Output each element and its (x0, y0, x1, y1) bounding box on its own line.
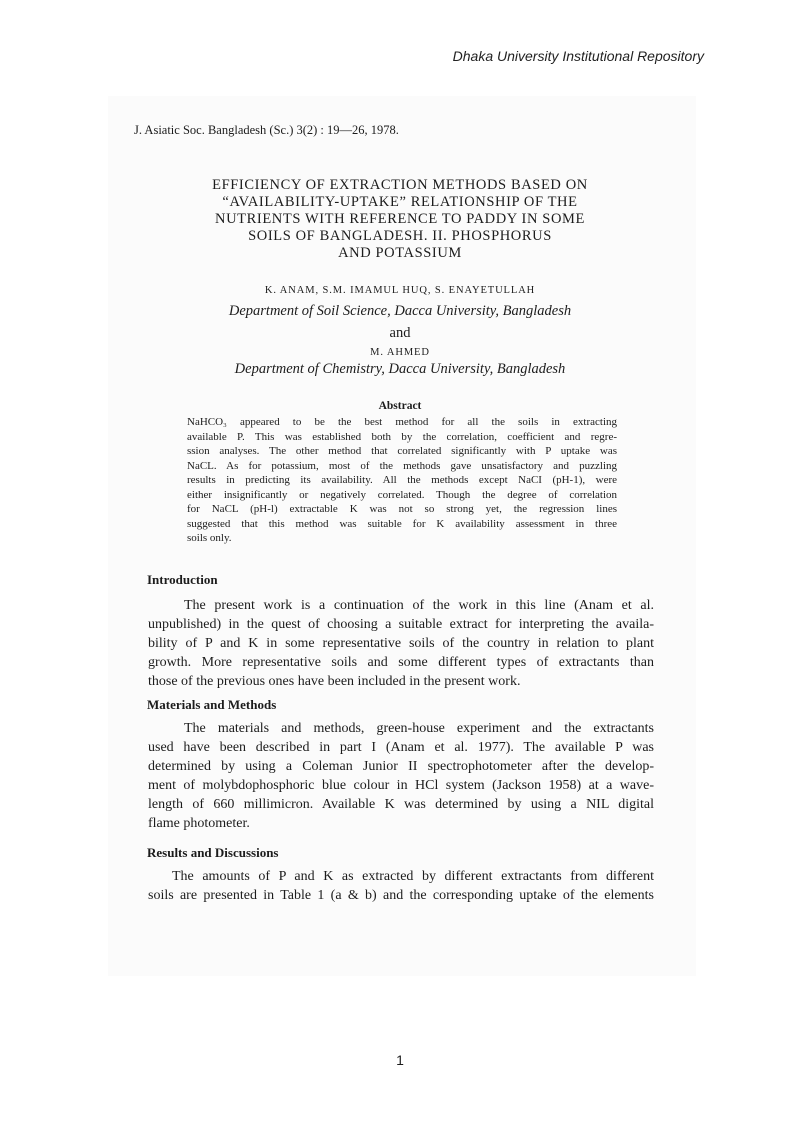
title-line: NUTRIENTS WITH REFERENCE TO PADDY IN SOME (215, 211, 585, 227)
abstract-line: results in predicting its availability. All the methods except NaCI (pH-1), were (187, 474, 617, 486)
abstract-line: suggested that this method was suitable for K availability assessment in three (187, 517, 617, 530)
paragraph-line: those of the previous ones have been included in the present work. (148, 674, 521, 689)
paragraph-line: used have been described in part I (Anam et al. 1977). The available P was (148, 740, 654, 755)
title-line: “AVAILABILITY-UPTAKE” RELATIONSHIP OF THE (222, 194, 578, 210)
paragraph-line: ment of molybdophosphoric blue colour in HCl system (Jackson 1958) at a wave- (148, 778, 654, 793)
paragraph-line: growth. More representative soils and some different types of extractants than (148, 655, 654, 670)
and-conjunction: and (389, 325, 411, 341)
title-line: SOILS OF BANGLADESH. II. PHOSPHORUS (248, 228, 552, 244)
page-number: 1 (396, 1052, 404, 1068)
paragraph-line: flame photometer. (148, 816, 250, 831)
abstract-line: NaCL. As for potassium, most of the methods gave unsatisfactory and puzzling (187, 459, 617, 472)
title-line: AND POTASSIUM (338, 245, 462, 261)
introduction-heading: Introduction (147, 572, 218, 587)
results-paragraph (148, 867, 654, 905)
abstract-line: available P. This was established both by the correlation, coefficient and regre- (187, 430, 617, 443)
abstract-heading: Abstract (378, 400, 422, 412)
materials-heading: Materials and Methods (147, 697, 277, 712)
abstract-line: NaHCO₃ appeared to be the best method for all the soils in extracting (187, 416, 617, 428)
paragraph-line: unpublished) in the quest of choosing a suitable extract for interpreting the availa- (148, 617, 654, 632)
title-line: EFFICIENCY OF EXTRACTION METHODS BASED ON (212, 177, 588, 193)
abstract-line: either insignificantly or negatively correlated. Though the degree of correlation (187, 488, 617, 501)
paragraph-line: bility of P and K in some representative soils of the country in relation to plant (148, 636, 654, 651)
paper-title (150, 177, 650, 262)
second-author: M. AHMED (370, 347, 430, 358)
materials-paragraph (148, 719, 654, 833)
affiliation-chemistry: Department of Chemistry, Dacca University, Bangladesh (234, 361, 566, 377)
introduction-paragraph (148, 596, 654, 691)
paragraph-line: The amounts of P and K as extracted by different extractants from different (172, 869, 654, 884)
abstract-body (187, 415, 617, 546)
journal-citation: J. Asiatic Soc. Bangladesh (Sc.) 3(2) : 19—26, 1978. (134, 123, 399, 137)
abstract-line: for NaCL (pH-l) extractable K was not so strong yet, the regression lines (187, 503, 617, 515)
repository-header: Dhaka University Institutional Repository (452, 48, 704, 64)
paragraph-line: soils are presented in Table 1 (a & b) and the corresponding uptake of the elements (148, 888, 654, 903)
paragraph-line: The materials and methods, green-house experiment and the extractants (184, 721, 654, 736)
abstract-line: ssion analyses. The other method that correlated significantly with P uptake was (187, 445, 617, 457)
affiliation-soil-science: Department of Soil Science, Dacca University, Bangladesh (228, 303, 572, 319)
paragraph-line: length of 660 millimicron. Available K was determined by using a NIL digital (148, 797, 654, 812)
paragraph-line: The present work is a continuation of the work in this line (Anam et al. (184, 598, 654, 613)
abstract-line: soils only. (187, 532, 232, 544)
results-heading: Results and Discussions (147, 845, 279, 860)
author-list: K. ANAM, S.M. IMAMUL HUQ, S. ENAYETULLAH (264, 285, 536, 296)
paragraph-line: determined by using a Coleman Junior II spectrophotometer after the develop- (148, 759, 654, 774)
